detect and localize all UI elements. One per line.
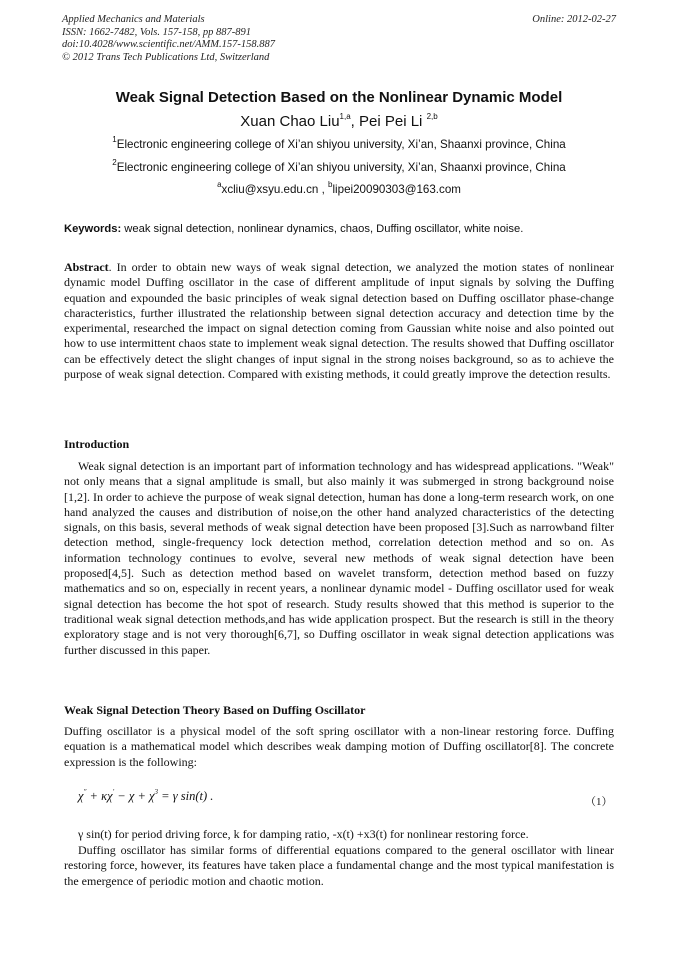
author-line bbox=[0, 113, 678, 131]
email-separator: , bbox=[318, 183, 329, 196]
paper-title: Weak Signal Detection Based on the Nonlinear Dynamic Model bbox=[115, 89, 563, 106]
author-2-sup: 2,b bbox=[426, 112, 438, 121]
affiliation-1 bbox=[0, 135, 678, 152]
journal-name: Applied Mechanics and Materials bbox=[62, 14, 205, 25]
duffing-equation bbox=[78, 788, 213, 804]
issn-line: ISSN: 1662-7482, Vols. 157-158, pp 887-891 bbox=[62, 26, 251, 38]
email-b[interactable]: lipei20090303@163.com bbox=[332, 183, 461, 196]
duffing-comparison-text: Duffing oscillator has similar forms of differential equations compared to the general oscillator with linear restoring force, however, its features have taken place a fundamental change and the most typical manifestation is the emergence of periodic motion and chaotic motion. bbox=[64, 843, 614, 888]
eq-restoring-terms: − χ + χ bbox=[114, 789, 155, 803]
author-2-name: Pei Pei Li bbox=[359, 113, 423, 130]
affiliation-1-sup: 1 bbox=[112, 135, 117, 145]
email-b-sup: b bbox=[328, 180, 333, 190]
eq-chi: χ bbox=[78, 789, 84, 803]
author-1-name: Xuan Chao Liu bbox=[240, 113, 340, 130]
author-separator: , bbox=[350, 113, 360, 130]
eq-cube: 3 bbox=[154, 787, 159, 796]
equation-explanation: γ sin(t) for period driving force, k for damping ratio, -x(t) +x3(t) for nonlinear restoring force. bbox=[78, 827, 529, 841]
affiliation-2 bbox=[0, 158, 678, 175]
affiliation-1-text: Electronic engineering college of Xi’an shiyou university, Xi’an, Shaanxi province, China bbox=[116, 138, 566, 151]
eq-damping-term: + κχ bbox=[86, 789, 113, 803]
author-1-sup: 1,a bbox=[339, 112, 351, 121]
affiliation-2-text: Electronic engineering college of Xi’an shiyou university, Xi’an, Shaanxi province, China bbox=[116, 161, 566, 174]
affiliation-2-sup: 2 bbox=[112, 158, 117, 168]
abstract bbox=[64, 260, 614, 382]
keywords bbox=[64, 222, 616, 236]
eq-first-derivative: ′ bbox=[112, 787, 115, 796]
email-line bbox=[0, 180, 678, 197]
equation-number: （1） bbox=[585, 796, 613, 808]
keywords-text: weak signal detection, nonlinear dynamics, chaos, Duffing oscillator, white noise. bbox=[121, 223, 524, 235]
copyright-line: © 2012 Trans Tech Publications Ltd, Switzerland bbox=[62, 51, 270, 63]
keywords-label: Keywords: bbox=[64, 223, 122, 235]
abstract-text: . In order to obtain new ways of weak signal detection, we analyzed the motion states of nonlinear dynamic model Duffing oscillator in the case of different amplitude of input signals by solving the Duffing equation and expounded the basic principles of weak signal detection based on Duffing oscillator phase-change characteristics, further illustrated the relationship between signal detection accuracy and detection time by the experimental, researched the impact on signal detection coming from Gaussian white noise and also pointed out how to use intermittent chaos state to implement weak signal detection. The results showed that Duffing oscillator can be effectively detect the slight changes of input signal in the strong noises background, so as to achieve the purpose of weak signal detection. Compared with existing methods, it could greatly improve the detection results. bbox=[64, 260, 614, 382]
journal-header bbox=[62, 14, 275, 64]
eq-second-derivative: ″ bbox=[83, 787, 87, 796]
section-heading-theory: Weak Signal Detection Theory Based on Duffing Oscillator bbox=[64, 703, 366, 717]
email-a[interactable]: xcliu@xsyu.edu.cn bbox=[221, 183, 319, 196]
eq-rhs: = γ sin(t) bbox=[158, 789, 208, 803]
abstract-label: Abstract bbox=[64, 260, 109, 274]
online-date: Online: 2012-02-27 bbox=[532, 14, 616, 25]
email-a-sup: a bbox=[217, 180, 222, 190]
doi-line[interactable]: doi:10.4028/www.scientific.net/AMM.157-158.887 bbox=[62, 39, 275, 50]
section-heading-introduction: Introduction bbox=[64, 437, 130, 451]
introduction-text: Weak signal detection is an important part of information technology and has widespread applications. "Weak" not only means that a signal amplitude is small, but also mainly it was submerged in strong background noise [1,2]. In order to achieve the purpose of weak signal detection, human has done a long-term research work, on one hand analyzed the causes and distribution of noise,on the other hand analyzed characteristics of the detecting signals, on this basis, several methods of weak signal detection have been proposed [3].Such as narrowband filter detection method, single-frequency lock detection method, correlation detection method and so on. As information technology continues to evolve, several new methods of weak signal detection have been proposed[4,5]. Such as detection method based on wavelet transform, detection method based on fuzzy mathematics and so on, especially in recent years, a nonlinear dynamic model - Duffing oscillator used for weak signal detection has become the hot spot of research. Study results showed that this method is superior to the traditional weak signal detection methods,and has wide application prospect. But the research is still in the theory exploratory stage and is not very thorough[6,7], so Duffing oscillator in weak signal detection applications was further discussed in this paper. bbox=[64, 459, 614, 657]
eq-period: . bbox=[207, 789, 214, 803]
theory-text: Duffing oscillator is a physical model of the soft spring oscillator with a non-linear restoring force. Duffing equation is a mathematical model which describes weak damping motion of Duffing oscillator[8]. The concrete expression is the following: bbox=[64, 724, 614, 769]
